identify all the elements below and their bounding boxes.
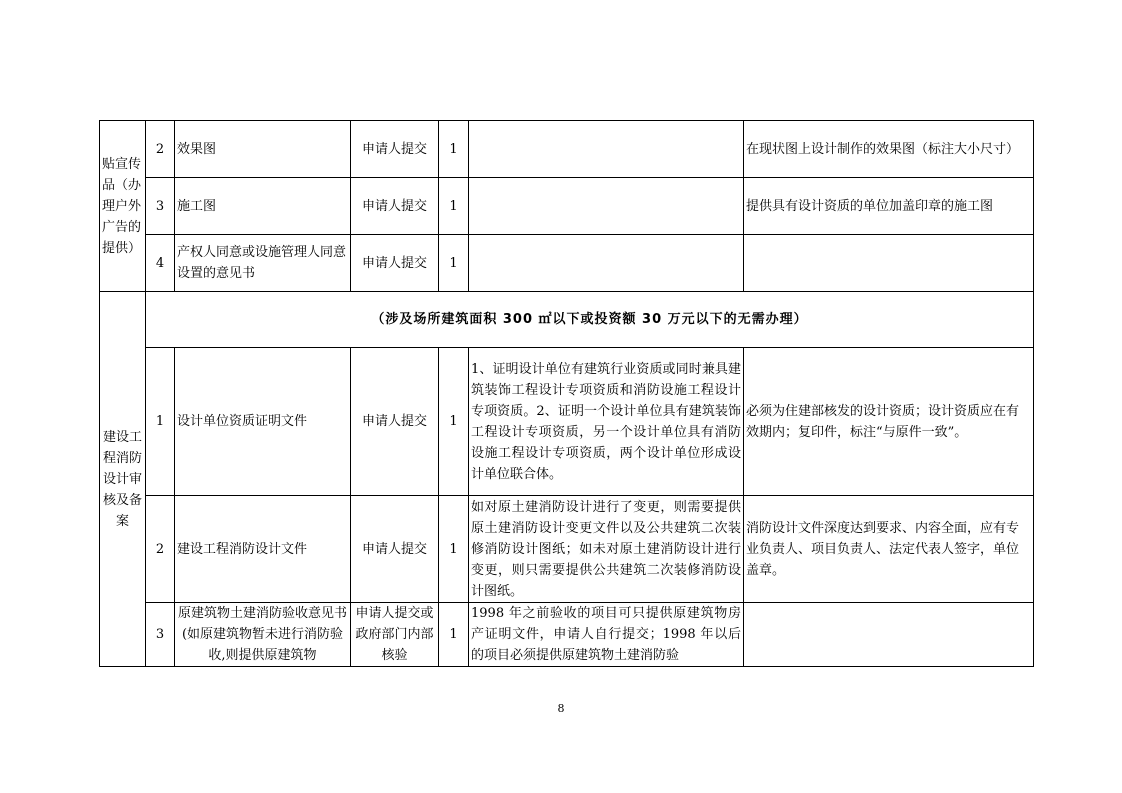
row-number: 3: [146, 178, 175, 235]
copy-count: 1: [439, 235, 469, 292]
item-name: 建设工程消防设计文件: [175, 496, 351, 603]
description: [469, 178, 744, 235]
description: [469, 235, 744, 292]
category-cell: 建设工程消防设计审核及备案: [100, 292, 146, 667]
note: 在现状图上设计制作的效果图（标注大小尺寸）: [744, 121, 1034, 178]
table-row: [100, 496, 1034, 603]
note: [744, 235, 1034, 292]
copy-count: 1: [439, 603, 469, 667]
submitter: 申请人提交或政府部门内部核验: [351, 603, 439, 667]
copy-count: 1: [439, 178, 469, 235]
item-name: 设计单位资质证明文件: [175, 348, 351, 496]
item-name: 产权人同意或设施管理人同意设置的意见书: [175, 235, 351, 292]
table-row: [100, 235, 1034, 292]
copy-count: 1: [439, 496, 469, 603]
copy-count: 1: [439, 348, 469, 496]
description: [469, 121, 744, 178]
item-name: 施工图: [175, 178, 351, 235]
submitter: 申请人提交: [351, 496, 439, 603]
row-number: 1: [146, 348, 175, 496]
submitter: 申请人提交: [351, 178, 439, 235]
notice-row: [100, 292, 1034, 348]
page-number: 8: [557, 702, 565, 715]
note: 必须为住建部核发的设计资质；设计资质应在有效期内；复印件，标注“与原件一致”。: [744, 348, 1034, 496]
category-cell: 贴宣传品（办理户外广告的提供）: [100, 121, 146, 292]
item-name: 原建筑物土建消防验收意见书(如原建筑物暂未进行消防验收,则提供原建筑物: [175, 603, 351, 667]
row-number: 2: [146, 496, 175, 603]
description: 1、证明设计单位有建筑行业资质或同时兼具建筑装饰工程设计专项资质和消防设施工程设计专项资质。2、证明一个设计单位具有建筑装饰工程设计专项资质，另一个设计单位具有消防设施工程设计专项资质，两个设计单位形成设计单位联合体。: [469, 348, 744, 496]
table-row: [100, 178, 1034, 235]
table-row: [100, 603, 1034, 667]
description: 如对原土建消防设计进行了变更，则需要提供原土建消防设计变更文件以及公共建筑二次装修消防设计图纸；如未对原土建消防设计进行变更，则只需要提供公共建筑二次装修消防设计图纸。: [469, 496, 744, 603]
copy-count: 1: [439, 121, 469, 178]
note: 提供具有设计资质的单位加盖印章的施工图: [744, 178, 1034, 235]
submitter: 申请人提交: [351, 348, 439, 496]
table-row: [100, 348, 1034, 496]
submitter: 申请人提交: [351, 235, 439, 292]
submitter: 申请人提交: [351, 121, 439, 178]
requirements-table: [99, 120, 1034, 667]
row-number: 3: [146, 603, 175, 667]
description: 1998 年之前验收的项目可只提供原建筑物房产证明文件，申请人自行提交；1998 年以后的项目必须提供原建筑物土建消防验: [469, 603, 744, 667]
row-number: 4: [146, 235, 175, 292]
item-name: 效果图: [175, 121, 351, 178]
notice-banner: （涉及场所建筑面积 300 ㎡以下或投资额 30 万元以下的无需办理）: [146, 292, 1034, 348]
row-number: 2: [146, 121, 175, 178]
note: [744, 603, 1034, 667]
note: 消防设计文件深度达到要求、内容全面，应有专业负责人、项目负责人、法定代表人签字，单位盖章。: [744, 496, 1034, 603]
table-row: [100, 121, 1034, 178]
